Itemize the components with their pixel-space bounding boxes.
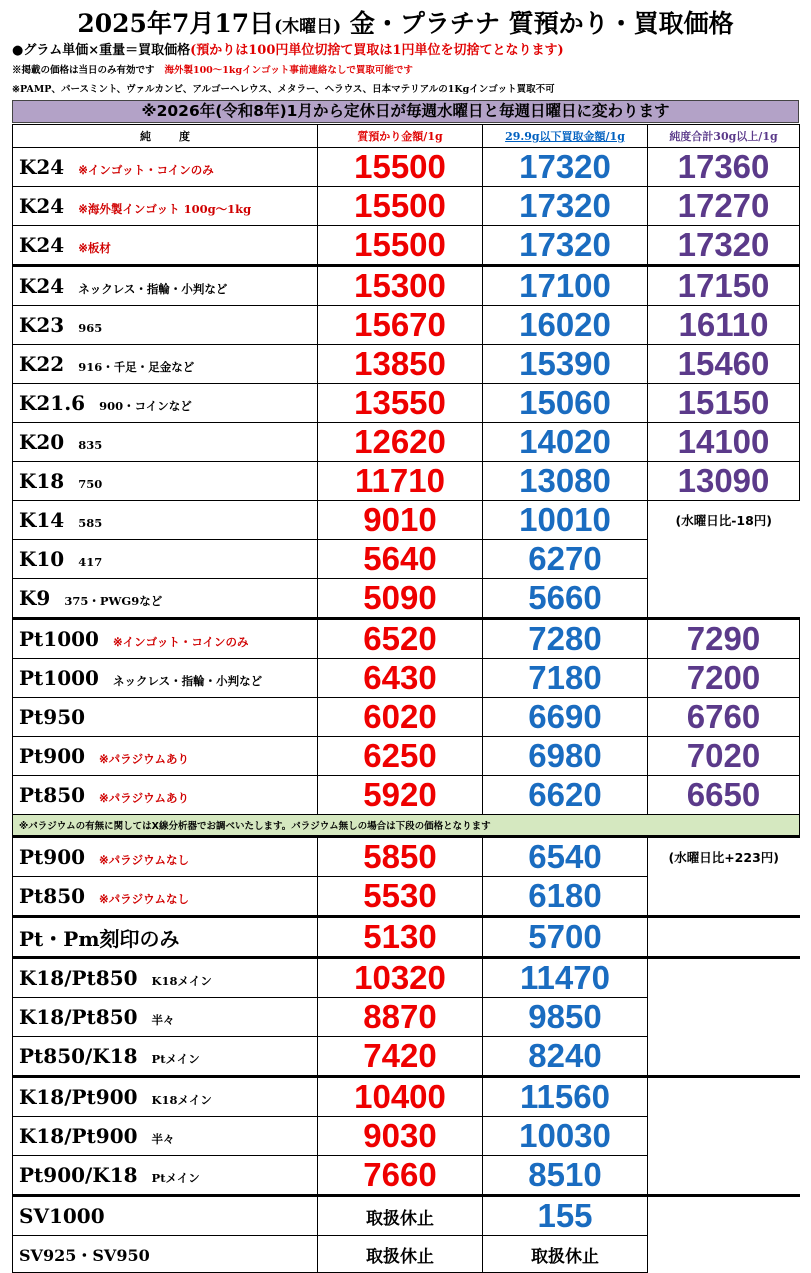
- row-k20: [13, 423, 800, 462]
- bulk-price: 17270: [648, 187, 800, 226]
- item-name: K9: [19, 586, 51, 610]
- buy-price: 17320: [483, 226, 648, 266]
- item-name: K18/Pt850: [19, 966, 138, 990]
- item-note: 835: [78, 438, 103, 452]
- row-k18-pt900-k18-main: [13, 1077, 800, 1117]
- item-name: K18: [19, 469, 65, 493]
- pawn-price: 15300: [318, 266, 483, 306]
- item-name: Pt950: [19, 705, 86, 729]
- item-name: K10: [19, 547, 65, 571]
- price-table: [12, 124, 800, 1273]
- item-note: 半々: [151, 1132, 175, 1146]
- item-name: K23: [19, 313, 65, 337]
- buy-price: 17100: [483, 266, 648, 306]
- row-k24-plate: [13, 226, 800, 266]
- pawn-price: 5850: [318, 837, 483, 877]
- title-date: 2025年7月17日: [77, 9, 275, 38]
- pawn-price: 5920: [318, 776, 483, 815]
- item-note: ※パラジウムなし: [99, 892, 190, 906]
- item-name: K22: [19, 352, 65, 376]
- row-pt850-no-palladium: [13, 877, 800, 917]
- pawn-price: 13550: [318, 384, 483, 423]
- bulk-price: 6760: [648, 698, 800, 737]
- item-name: Pt900: [19, 744, 86, 768]
- item-name: K24: [19, 274, 65, 298]
- buy-price: 15060: [483, 384, 648, 423]
- pawn-price: 8870: [318, 998, 483, 1037]
- item-name: K20: [19, 430, 65, 454]
- row-pt900-no-palladium: [13, 837, 800, 877]
- item-note: ※インゴット・コインのみ: [78, 163, 214, 177]
- buy-price: 16020: [483, 306, 648, 345]
- buy-price: 8510: [483, 1156, 648, 1196]
- pawn-price: 13850: [318, 345, 483, 384]
- row-k14: [13, 501, 800, 540]
- item-note: ネックレス・指輪・小判など: [112, 674, 263, 688]
- pawn-price: 15670: [318, 306, 483, 345]
- item-note: K18メイン: [151, 1093, 212, 1107]
- item-name: SV925・SV950: [19, 1245, 150, 1265]
- buy-price: 11560: [483, 1077, 648, 1117]
- row-k23: [13, 306, 800, 345]
- item-name: Pt・Pm刻印のみ: [19, 926, 180, 951]
- header-pawn: 質預かり金額/1g: [318, 125, 483, 148]
- header-bulk: 純度合計30g以上/1g: [648, 125, 800, 148]
- item-name: K18/Pt850: [19, 1005, 138, 1029]
- buy-price: 6270: [483, 540, 648, 579]
- bulk-price: 17150: [648, 266, 800, 306]
- item-name: Pt1000: [19, 627, 99, 651]
- row-k10: [13, 540, 800, 579]
- buy-price: 取扱休止: [483, 1236, 648, 1273]
- row-pt900-k18-pt-main: [13, 1156, 800, 1196]
- item-name: Pt1000: [19, 666, 99, 690]
- pawn-price: 6520: [318, 619, 483, 659]
- row-k18-pt850-k18-main: [13, 958, 800, 998]
- item-name: K18/Pt900: [19, 1124, 138, 1148]
- buy-price: 14020: [483, 423, 648, 462]
- bulk-price: 7290: [648, 619, 800, 659]
- item-note: 965: [78, 321, 103, 335]
- pawn-price: 12620: [318, 423, 483, 462]
- buy-price: 6620: [483, 776, 648, 815]
- item-note: 900・コインなど: [99, 399, 192, 413]
- bulk-price: 17320: [648, 226, 800, 266]
- bulk-price: 14100: [648, 423, 800, 462]
- bulk-price: 15460: [648, 345, 800, 384]
- item-name: K14: [19, 508, 65, 532]
- buy-price: 17320: [483, 148, 648, 187]
- gold-change-note: (水曜日比-18円): [648, 501, 800, 540]
- item-note: ※インゴット・コインのみ: [112, 635, 249, 649]
- palladium-note: ※パラジウムの有無に関してはX線分析器でお調べいたします。パラジウム無しの場合は下段の価格となります: [13, 815, 800, 837]
- validity-note: [12, 62, 413, 76]
- pawn-price: 9010: [318, 501, 483, 540]
- row-k24-foreign: [13, 187, 800, 226]
- buy-price: 8240: [483, 1037, 648, 1077]
- row-k21-6: [13, 384, 800, 423]
- buy-price: 6980: [483, 737, 648, 776]
- pt-change-note: (水曜日比+223円): [648, 837, 800, 877]
- buy-price: 15390: [483, 345, 648, 384]
- item-note: ※海外製インゴット 100g～1kg: [78, 202, 252, 216]
- row-sv925-sv950: [13, 1236, 800, 1273]
- item-name: SV1000: [19, 1204, 105, 1228]
- item-note: Ptメイン: [151, 1052, 200, 1066]
- item-note: ※パラジウムあり: [99, 791, 190, 805]
- pawn-price: 5090: [318, 579, 483, 619]
- buy-price: 6180: [483, 877, 648, 917]
- pawn-price: 9030: [318, 1117, 483, 1156]
- buy-price: 6540: [483, 837, 648, 877]
- buy-price: 13080: [483, 462, 648, 501]
- pawn-price: 10400: [318, 1077, 483, 1117]
- pawn-price: 6250: [318, 737, 483, 776]
- foreign-ingot-note: 海外製100～1kgインゴット事前連絡なしで買取可能です: [164, 65, 413, 76]
- table-header: [13, 125, 800, 148]
- pawn-price: 6430: [318, 659, 483, 698]
- item-note: ※板材: [78, 241, 111, 255]
- pawn-price: 7420: [318, 1037, 483, 1077]
- bulk-price: 17360: [648, 148, 800, 187]
- buy-price: 17320: [483, 187, 648, 226]
- row-sv1000: [13, 1196, 800, 1236]
- buy-price: 10010: [483, 501, 648, 540]
- item-note: K18メイン: [151, 974, 212, 988]
- pawn-price: 11710: [318, 462, 483, 501]
- header-purity: 純度: [13, 125, 318, 148]
- item-note: ※パラジウムなし: [99, 853, 190, 867]
- pawn-price: 5130: [318, 917, 483, 958]
- buy-price: 155: [483, 1196, 648, 1236]
- row-pt1000-jewelry: [13, 659, 800, 698]
- pawn-price: 取扱休止: [318, 1196, 483, 1236]
- price-formula: [12, 39, 564, 58]
- bulk-price: 7200: [648, 659, 800, 698]
- buy-price: 9850: [483, 998, 648, 1037]
- item-name: K24: [19, 155, 65, 179]
- item-name: Pt900/K18: [19, 1163, 138, 1187]
- item-name: K24: [19, 194, 65, 218]
- item-name: K24: [19, 233, 65, 257]
- row-pt850-palladium: [13, 776, 800, 815]
- holiday-banner: ※2026年(令和8年)1月から定休日が毎週水曜日と毎週日曜日に変わります: [12, 100, 799, 123]
- item-note: 585: [78, 516, 103, 530]
- buy-price: 11470: [483, 958, 648, 998]
- pawn-price: 5530: [318, 877, 483, 917]
- page-title: [0, 4, 811, 40]
- row-k18-pt900-half: [13, 1117, 800, 1156]
- pawn-price: 15500: [318, 187, 483, 226]
- formula-text: ●グラム単価×重量＝買取価格: [12, 43, 191, 58]
- pawn-price: 取扱休止: [318, 1236, 483, 1273]
- title-text: 金・プラチナ 質預かり・買取価格: [341, 9, 734, 38]
- item-name: Pt850/K18: [19, 1044, 138, 1068]
- row-k9: [13, 579, 800, 619]
- bulk-price: 16110: [648, 306, 800, 345]
- pawn-price: 15500: [318, 148, 483, 187]
- row-k24-jewelry: [13, 266, 800, 306]
- item-note: ※パラジウムあり: [99, 752, 190, 766]
- bulk-price: 13090: [648, 462, 800, 501]
- validity-text: ※掲載の価格は当日のみ有効です: [12, 65, 155, 76]
- buy-price: 5660: [483, 579, 648, 619]
- ingot-refusal-note: ※PAMP、パースミント、ヴァルカンビ、アルゴーヘレウス、メタラー、ヘラウス、日本マテリアルの1Kgインゴット買取不可: [12, 84, 555, 95]
- pawn-price: 5640: [318, 540, 483, 579]
- pawn-price: 6020: [318, 698, 483, 737]
- row-pt900-palladium: [13, 737, 800, 776]
- title-weekday: (木曜日): [274, 17, 342, 37]
- palladium-note-row: [13, 815, 800, 837]
- bulk-price: 15150: [648, 384, 800, 423]
- row-k18: [13, 462, 800, 501]
- row-pt950: [13, 698, 800, 737]
- pawn-price: 15500: [318, 226, 483, 266]
- formula-rounding-note: (預かりは100円単位切捨て買取は1円単位を切捨てとなります): [190, 43, 564, 58]
- item-name: K18/Pt900: [19, 1085, 138, 1109]
- row-pt1000-ingot: [13, 619, 800, 659]
- item-name: K21.6: [19, 391, 86, 415]
- row-k22: [13, 345, 800, 384]
- item-note: 750: [78, 477, 103, 491]
- item-note: Ptメイン: [151, 1171, 200, 1185]
- bulk-price: 6650: [648, 776, 800, 815]
- item-name: Pt850: [19, 884, 86, 908]
- buy-price: 5700: [483, 917, 648, 958]
- buy-price: 6690: [483, 698, 648, 737]
- item-note: 417: [78, 555, 103, 569]
- row-k18-pt850-half: [13, 998, 800, 1037]
- pawn-price: 10320: [318, 958, 483, 998]
- bulk-price: 7020: [648, 737, 800, 776]
- row-k24-ingot: [13, 148, 800, 187]
- item-note: 916・千足・足金など: [78, 360, 195, 374]
- header-buy: 29.9g以下買取金額/1g: [483, 125, 648, 148]
- row-pt-pm-stamp: [13, 917, 800, 958]
- pawn-price: 7660: [318, 1156, 483, 1196]
- buy-price: 10030: [483, 1117, 648, 1156]
- item-name: Pt850: [19, 783, 86, 807]
- buy-price: 7180: [483, 659, 648, 698]
- item-name: Pt900: [19, 845, 86, 869]
- item-note: 375・PWG9など: [64, 594, 163, 608]
- buy-price: 7280: [483, 619, 648, 659]
- item-note: 半々: [151, 1013, 175, 1027]
- row-pt850-k18-pt-main: [13, 1037, 800, 1077]
- item-note: ネックレス・指輪・小判など: [78, 282, 228, 296]
